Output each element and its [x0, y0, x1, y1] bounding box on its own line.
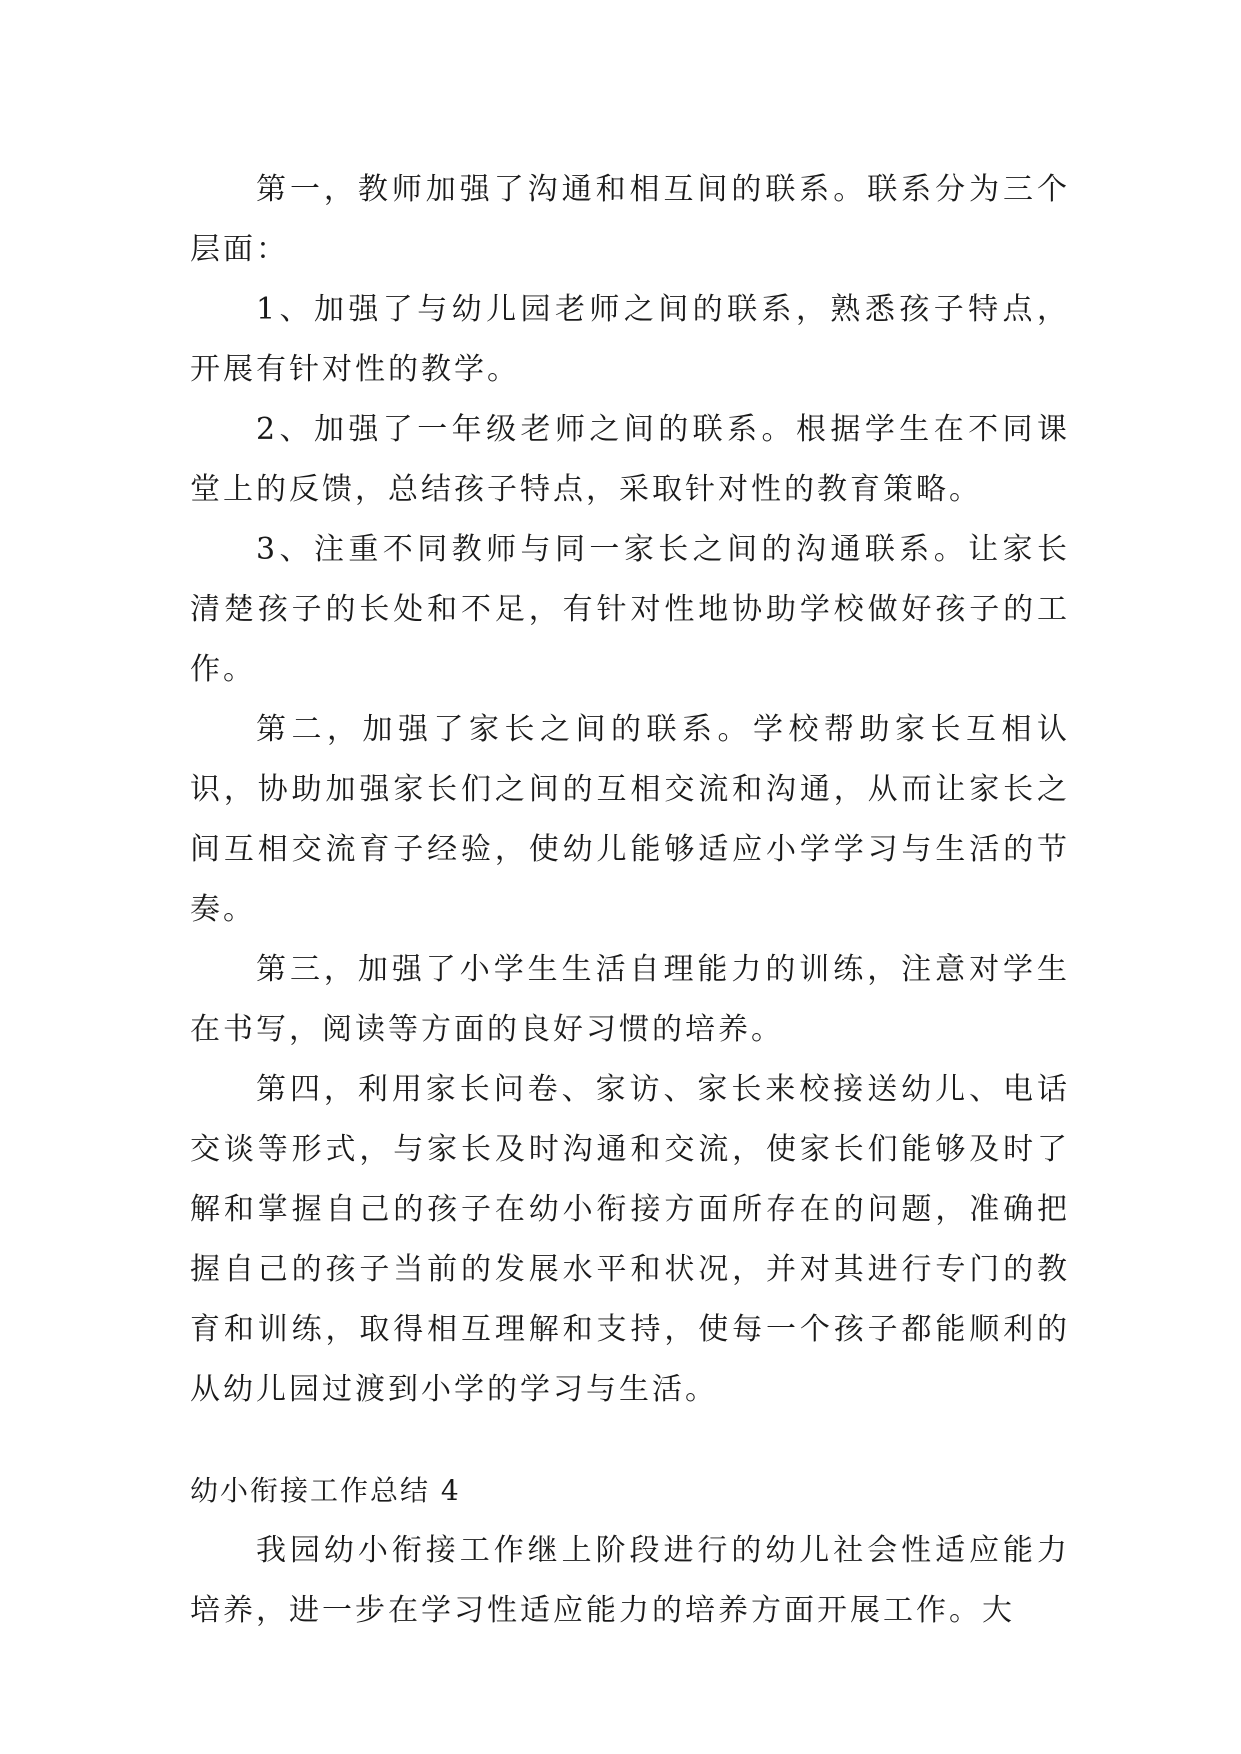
- paragraph-item-3-parent-communication: 3、注重不同教师与同一家长之间的沟通联系。让家长清楚孩子的长处和不足，有针对性地协助学校做好孩子的工作。: [190, 532, 1070, 687]
- paragraph-item-2-first-grade-teachers: 2、加强了一年级老师之间的联系。根据学生在不同课堂上的反馈，总结孩子特点，采取针对性的教育策略。: [190, 412, 1070, 507]
- paragraph-item-1-kindergarten-teachers: 1、加强了与幼儿园老师之间的联系，熟悉孩子特点，开展有针对性的教学。: [190, 292, 1070, 387]
- section-heading: 幼小衔接工作总结 4: [190, 1474, 461, 1507]
- document-body: [190, 160, 1070, 1641]
- paragraph-fourth-communication-forms: 第四，利用家长问卷、家访、家长来校接送幼儿、电话交谈等形式，与家长及时沟通和交流，使家长们能够及时了解和掌握自己的孩子在幼小衔接方面所存在的问题，准确把握自己的孩子当前的发展水平和状况，并对其进行专门的教育和训练，取得相互理解和支持，使每一个孩子都能顺利的从幼儿园过渡到小学的学习与生活。: [190, 1072, 1070, 1407]
- paragraph-third-self-care-training: 第三，加强了小学生生活自理能力的训练，注意对学生在书写，阅读等方面的良好习惯的培养。: [190, 952, 1070, 1047]
- paragraph-second-parents-contact: 第二，加强了家长之间的联系。学校帮助家长互相认识，协助加强家长们之间的互相交流和沟通，从而让家长之间互相交流育子经验，使幼儿能够适应小学学习与生活的节奏。: [190, 712, 1070, 927]
- paragraph-first-contact-levels: 第一，教师加强了沟通和相互间的联系。联系分为三个层面：: [190, 172, 1070, 267]
- paragraph-section-4-intro: 我园幼小衔接工作继上阶段进行的幼儿社会性适应能力培养，进一步在学习性适应能力的培养方面开展工作。大: [190, 1533, 1070, 1628]
